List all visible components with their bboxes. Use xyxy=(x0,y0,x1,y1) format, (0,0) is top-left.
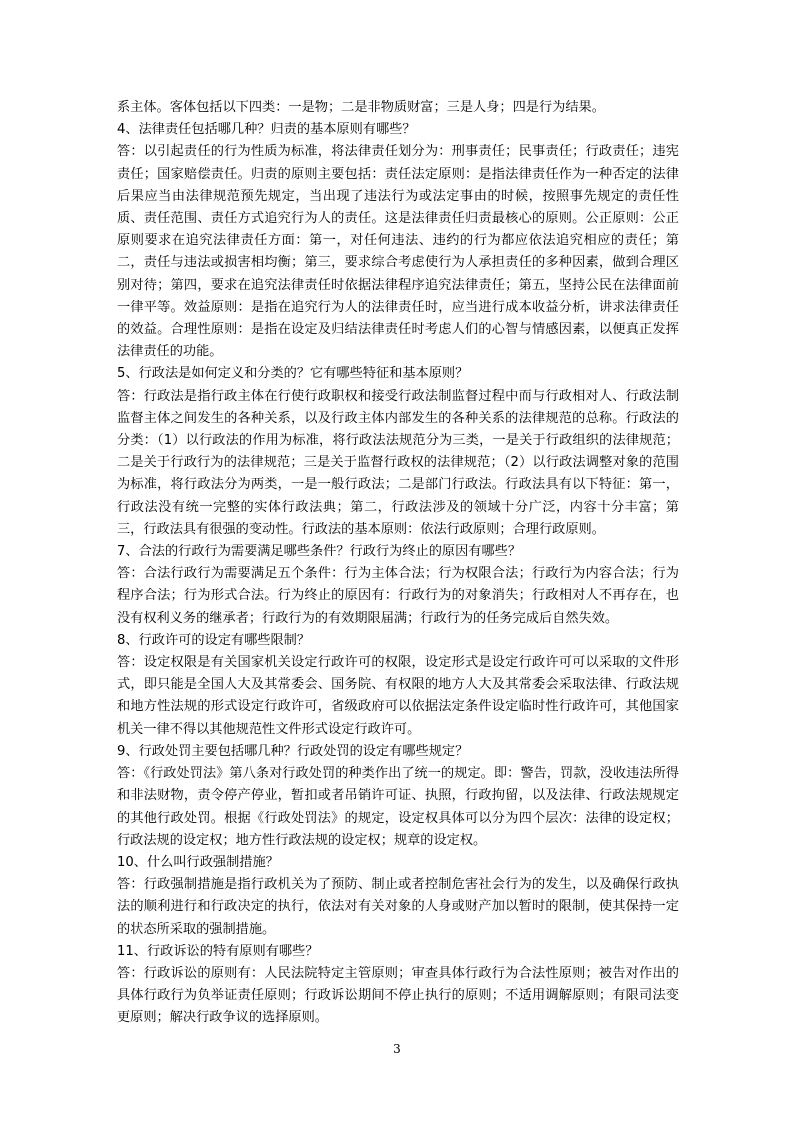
answer-11-paragraph: 答：行政诉讼的原则有：人民法院特定主管原则；审查具体行政行为合法性原则；被告对作出的具体行政行为负举证责任原则；行政诉讼期间不停止执行的原则；不适用调解原则；有限司法变更原则；解决行政争议的选择原则。 xyxy=(117,965,679,1026)
answer-10-paragraph: 答：行政强制措施是指行政机关为了预防、制止或者控制危害社会行为的发生，以及确保行政执法的顺利进行和行政决定的执行，依法对有关对象的人身或财产加以暂时的限制，使其保持一定的状态所采取的强制措施。 xyxy=(117,877,679,937)
question-10-heading: 10、什么叫行政强制措施？ xyxy=(117,854,279,870)
answer-9-paragraph: 答：《行政处罚法》第八条对行政处罚的种类作出了统一的规定。即：警告，罚款，没收违法所得和非法财物，责令停产停业，暂扣或者吊销许可证、执照，行政拘留，以及法律、行政法规规定的其他行政处罚。根据《行政处罚法》的规定，设定权具体可以分为四个层次：法律的设定权；行政法规的设定权；地方性行政法规的设定权；规章的设定权。 xyxy=(117,766,679,848)
page-number: 3 xyxy=(393,1042,401,1056)
question-4-heading: 4、法律责任包括哪几种？归责的基本原则有哪些？ xyxy=(117,122,416,138)
page-body xyxy=(117,97,679,1030)
question-7-heading: 7、合法的行政行为需要满足哪些条件？行政行为终止的原因有哪些？ xyxy=(117,544,522,560)
answer-7-paragraph: 答：合法行政行为需要满足五个条件：行为主体合法；行为权限合法；行政行为内容合法；行为程序合法；行为形式合法。行为终止的原因有：行政行为的对象消失；行政相对人不再存在，也没有权利义务的继承者；行政行为的有效期限届满；行政行为的任务完成后自然失效。 xyxy=(117,566,679,626)
paragraph-continuation: 系主体。客体包括以下四类：一是物；二是非物质财富；三是人身；四是行为结果。 xyxy=(117,100,605,115)
question-8-heading: 8、行政许可的设定有哪些限制？ xyxy=(117,632,311,648)
answer-4-paragraph: 答：以引起责任的行为性质为标准，将法律责任划分为：刑事责任；民事责任；行政责任；违宪责任；国家赔偿责任。归责的原则主要包括：责任法定原则：是指法律责任作为一种否定的法律后果应当由法律规范预先规定，当出现了违法行为或法定事由的时候，按照事先规定的责任性质、责任范围、责任方式追究行为人的责任。这是法律责任归责最核心的原则。公正原则：公正原则要求在追究法律责任方面：第一，对任何违法、违约的行为都应依法追究相应的责任；第二，责任与违法或损害相均衡；第三，要求综合考虑使行为人承担责任的多种因素，做到合理区别对待；第四，要求在追究法律责任时依据法律程序追究法律责任；第五，坚持公民在法律面前一律平等。效益原则：是指在追究行为人的法律责任时，应当进行成本收益分析，讲求法律责任的效益。合理性原则：是指在设定及归结法律责任时考虑人们的心智与情感因素，以便真正发挥法律责任的功能。 xyxy=(117,144,679,360)
question-5-heading: 5、行政法是如何定义和分类的？它有哪些特征和基本原则？ xyxy=(117,366,469,382)
question-9-heading: 9、行政处罚主要包括哪几种？行政处罚的设定有哪些规定？ xyxy=(117,743,469,759)
answer-5-paragraph: 答：行政法是指行政主体在行使行政职权和接受行政法制监督过程中而与行政相对人、行政法制监督主体之间发生的各种关系，以及行政主体内部发生的各种关系的法律规范的总称。行政法的分类：（1）以行政法的作用为标准，将行政法法规范分为三类，一是关于行政组织的法律规范；二是关于行政行为的法律规范；三是关于监督行政权的法律规范；（2）以行政法调整对象的范围为标准，将行政法分为两类，一是一般行政法；二是部门行政法。行政法具有以下特征：第一，行政法没有统一完整的实体行政法典；第二，行政法涉及的领域十分广泛，内容十分丰富；第三，行政法具有很强的变动性。行政法的基本原则：依法行政原则；合理行政原则。 xyxy=(117,388,679,537)
question-11-heading: 11、行政诉讼的特有原则有哪些？ xyxy=(117,943,319,959)
answer-8-paragraph: 答：设定权限是有关国家机关设定行政许可的权限，设定形式是设定行政许可可以采取的文件形式，即只能是全国人大及其常委会、国务院、有权限的地方人大及其常委会采取法律、行政法规和地方性法规的形式设定行政许可，省级政府可以依据法定条件设定临时性行政许可，其他国家机关一律不得以其他规范性文件形式设定行政许可。 xyxy=(117,655,679,737)
